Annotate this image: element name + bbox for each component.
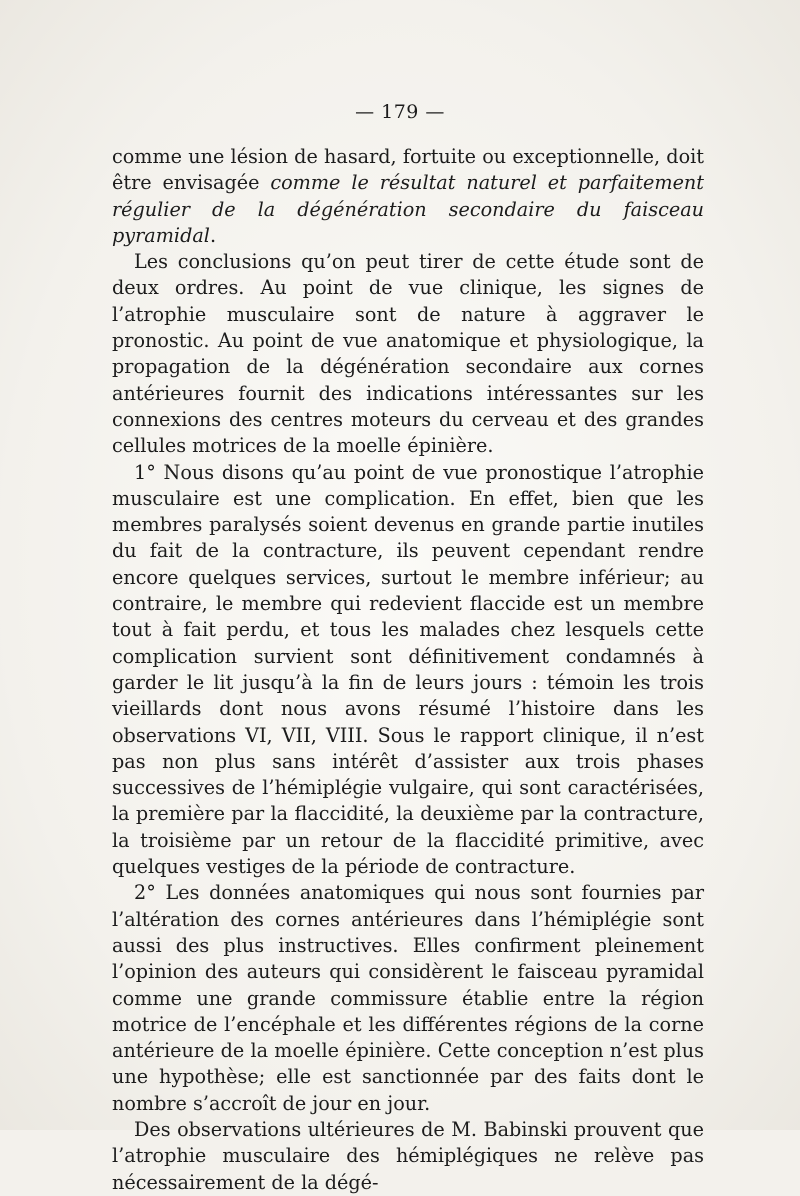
paragraph-clinical-point: 1° Nous disons qu’au point de vue pronostique l’atrophie musculaire est une complication. En effet, bien que les membres paralysés soient devenus en grande partie inutiles du fait de la contracture, ils peuvent cependant rendre encore quelques services, surtout le membre inférieur; au contraire, le membre qui redevient flaccide est un membre tout à fait perdu, et tous les malades chez lesquels cette complication survient sont définitivement condamnés à garder le lit jusqu’à la fin de leurs jours : témoin les trois vieillards dont nous avons résumé l’histoire dans les observations VI, VII, VIII. Sous le rapport clinique, il n’est pas non plus sans intérêt d’assister aux trois phases successives de l’hémiplégie vulgaire, qui sont caractérisées, la première par la flaccidité, la deuxième par la contracture, la troisième par un retour de la flaccidité primitive, avec quelques vestiges de la période de contracture. [112, 460, 704, 879]
paragraph-1 [112, 144, 704, 249]
paragraph-conclusions: Les conclusions qu’on peut tirer de cette étude sont de deux ordres. Au point de vue clinique, les signes de l’atrophie musculaire sont de nature à aggraver le pronostic. Au point de vue anatomique et physiologique, la propagation de la dégénération secondaire aux cornes antérieures fournit des indications intéressantes sur les connexions des centres moteurs du cerveau et des grandes cellules motrices de la moelle épinière. [112, 250, 704, 458]
paragraph-anatomical-point: 2° Les données anatomiques qui nous sont fournies par l’altération des cornes antérieures dans l’hémiplégie sont aussi des plus instructives. Elles confirment pleinement l’opinion des auteurs qui considèrent le faisceau pyramidal comme une grande commissure établie entre la région motrice de l’encéphale et les différentes régions de la corne antérieure de la moelle épinière. Cette conception n’est plus une hypothèse; elle est sanctionnée par des faits dont le nombre s’accroît de jour en jour. [112, 881, 704, 1115]
paragraph-1-text-end: . [209, 223, 217, 247]
paragraph-babinski: Des observations ultérieures de M. Babinski prouvent que l’atrophie musculaire des hémiplégiques ne relève pas nécessairement de la dégé- [112, 1117, 704, 1194]
body-text [112, 144, 704, 1196]
page-number: — 179 — [355, 101, 445, 123]
paragraph-1-italic-phrase: comme le résultat naturel et parfaitement régulier de la dégénération secondaire du faisceau pyramidal [112, 171, 705, 247]
paragraph-1-text-start: comme une lésion de hasard, fortuite ou exceptionnelle, doit être envisagée [112, 145, 704, 195]
